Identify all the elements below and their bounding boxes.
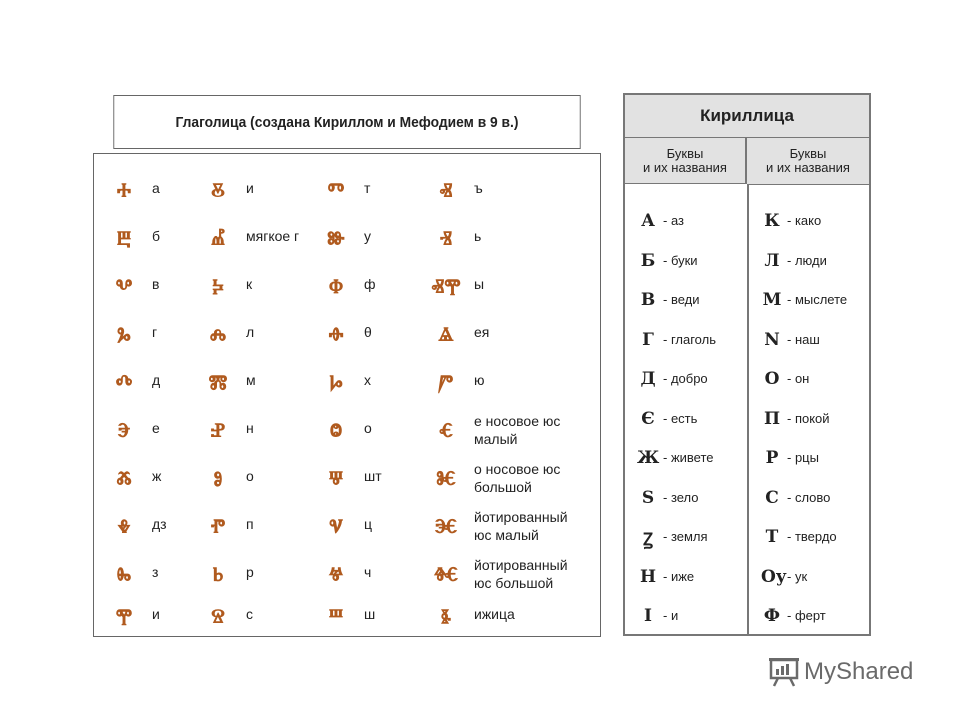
glagolitic-glyph: ⰻ (211, 178, 225, 208)
glagolitic-glyph: ⱌ (329, 514, 343, 544)
glagolitic-letter-name: з (152, 564, 159, 580)
glagolitic-letter-name: ея (474, 324, 490, 340)
glagolitic-row (314, 460, 439, 500)
glagolitic-letter-name: ш (364, 606, 376, 622)
subheader-line: и их названия (643, 159, 727, 175)
glagolitic-glyph: ⰶ (116, 466, 132, 496)
glagolitic-row (424, 316, 549, 356)
cyrillic-letter: О (764, 369, 780, 389)
cyrillic-letter: Л (764, 250, 780, 271)
watermark-text: MyShared (804, 658, 914, 685)
glagolitic-glyph: ⱇ (328, 274, 344, 304)
cyrillic-row (627, 205, 745, 241)
glagolitic-glyph: ⰽ (212, 274, 224, 304)
glagolitic-row (314, 598, 439, 638)
cyrillic-letter: Ꙁ (643, 530, 653, 550)
cyrillic-letter: М (762, 290, 782, 310)
glagolitic-letter-name: е (152, 420, 160, 436)
glagolitic-letter-name: шт (364, 468, 382, 484)
glagolitic-glyph: ⰹ (115, 604, 133, 634)
cyrillic-letter-name: - слово (787, 489, 831, 505)
glagolitic-glyph: ⱐ (439, 226, 453, 256)
glagolitic-letter-name: д (152, 372, 161, 388)
glagolitic-row (424, 412, 561, 452)
cyrillic-row (627, 561, 745, 597)
cyrillic-letter-name: - рцы (787, 450, 819, 465)
cyrillic-row (751, 245, 869, 281)
glagolitic-row (314, 412, 439, 452)
glagolitic-glyph: ⰰ (116, 178, 132, 208)
cyrillic-letter: Ѕ (641, 487, 655, 508)
glagolitic-glyph: ⱚ (328, 322, 344, 352)
glagolitic-letter-name: ю (474, 372, 485, 388)
cyrillic-letter: П (763, 408, 781, 429)
cyrillic-letter-name: - ук (787, 568, 808, 584)
cyrillic-letter-name: - он (787, 371, 810, 386)
glagolitic-row (314, 316, 439, 356)
cyrillic-row (751, 324, 869, 360)
glagolitic-glyph: ⱘ (436, 466, 456, 496)
cyrillic-row (627, 245, 745, 281)
glagolitic-letter-name: в (152, 276, 160, 292)
glagolitic-glyph: ⰱ (116, 226, 132, 256)
cyrillic-letter: N (764, 329, 780, 350)
glagolitic-row (314, 556, 439, 596)
glagolitic-row (424, 172, 549, 212)
cyrillic-letter-name: - иже (663, 568, 695, 584)
cyrillic-row (627, 284, 745, 320)
glagolitic-letter-name: р (246, 564, 254, 580)
glagolitic-row (314, 268, 439, 308)
glagolitic-title: Глаголица (создана Кириллом и Мефодием в 9 в.) (113, 95, 580, 149)
glagolitic-glyph: ⱗ (434, 514, 458, 544)
glagolitic-glyph: ⰴ (115, 370, 133, 400)
cyrillic-row (627, 442, 745, 478)
glagolitic-glyph: ⱛ (440, 604, 452, 634)
glagolitic-row (196, 364, 321, 404)
glagolitic-glyph: ⱉ (329, 418, 343, 448)
glagolitic-glyph: ⱅ (327, 178, 345, 208)
cyrillic-letter-name: - земля (663, 529, 708, 544)
cyrillic-letter-name: - зело (663, 489, 699, 505)
cyrillic-letter-name: - и (663, 608, 679, 623)
cyrillic-letter: Т (765, 527, 779, 547)
cyrillic-letter-name: - добро (663, 371, 708, 386)
cyrillic-letter-name: - люди (787, 252, 827, 268)
glagolitic-glyph: ⰲ (115, 274, 133, 304)
cyrillic-letter-name: - живете (663, 450, 714, 465)
glagolitic-glyph: ⱙ (433, 562, 459, 592)
glagolitic-row (196, 412, 321, 452)
cyrillic-row (627, 482, 745, 518)
glagolitic-letter-name: о носовое юс большой (474, 461, 561, 495)
glagolitic-letter-name: и (246, 180, 254, 196)
glagolitic-row (314, 364, 439, 404)
glagolitic-letter-name: ъ (474, 180, 483, 196)
cyrillic-letter: Н (639, 566, 657, 587)
cyrillic-subheader-right (747, 138, 869, 185)
cyrillic-letter: Б (640, 250, 656, 271)
cyrillic-letter: Ж (637, 448, 660, 468)
cyrillic-row (751, 442, 869, 478)
glagolitic-letter-name: θ (364, 324, 372, 340)
glagolitic-letter-name: ж (152, 468, 162, 484)
glagolitic-letter-name: мягкое г (246, 228, 300, 244)
cyrillic-letter-name: - како (787, 213, 822, 228)
glagolitic-row (196, 220, 321, 260)
glagolitic-row (424, 556, 568, 596)
glagolitic-glyph: ⱏ (439, 178, 453, 208)
glagolitic-letter-name: т (364, 180, 371, 196)
cyrillic-subheader-left (625, 138, 747, 184)
glagolitic-letter-name: дз (152, 516, 167, 532)
glagolitic-glyph: ⱃ (212, 562, 224, 592)
glagolitic-glyph: ⰾ (209, 322, 227, 352)
subheader-line: Буквы (666, 145, 704, 161)
cyrillic-row (751, 521, 869, 557)
glagolitic-glyph: ⱔ (439, 418, 453, 448)
glagolitic-glyph: ⱀ (210, 418, 226, 448)
cyrillic-row (627, 363, 745, 399)
cyrillic-letter: Д (640, 369, 656, 389)
cyrillic-letter: С (765, 487, 779, 508)
cyrillic-row (751, 403, 869, 439)
glagolitic-letter-name: е носовое юс малый (474, 413, 561, 447)
glagolitic-glyph: ⰼ (210, 226, 225, 256)
glagolitic-letter-name: ф (364, 276, 376, 292)
glagolitic-glyph: ⰷ (117, 514, 131, 544)
glagolitic-glyph: ⱓ (438, 370, 454, 400)
cyrillic-letter: А (641, 211, 655, 231)
glagolitic-letter-name: йотированный юс большой (474, 557, 568, 591)
cyrillic-row (627, 403, 745, 439)
cyrillic-letter: В (640, 290, 656, 310)
cyrillic-letter-name: - ферт (787, 608, 826, 623)
glagolitic-row (424, 508, 568, 548)
glagolitic-letter-name: с (246, 606, 253, 622)
glagolitic-letter-name: б (152, 228, 161, 244)
subheader-line: и их названия (766, 160, 850, 175)
glagolitic-glyph: ⱂ (210, 514, 226, 544)
cyrillic-title: Кириллица (625, 95, 869, 138)
glagolitic-letter-name: и (152, 606, 160, 622)
glagolitic-letter-name: ц (364, 516, 373, 532)
glagolitic-glyph: ⱎ (328, 604, 344, 634)
glagolitic-row (424, 460, 561, 500)
glagolitic-letter-name: ь (474, 228, 482, 244)
glagolitic-letter-name: а (152, 180, 160, 196)
glagolitic-letter-name: о (364, 420, 372, 436)
cyrillic-letter: І (644, 606, 652, 626)
glagolitic-letter-name: ы (474, 276, 485, 292)
glagolitic-letter-name: н (246, 420, 254, 436)
glagolitic-glyph: ⱈ (329, 370, 343, 400)
cyrillic-letter-name: - глаголь (663, 331, 716, 347)
glagolitic-row (196, 316, 321, 356)
cyrillic-letter: Ф (763, 606, 781, 626)
glagolitic-glyph: ⰿ (208, 370, 228, 400)
cyrillic-letter-name: - твердо (787, 529, 837, 544)
glagolitic-glyph: ⰸ (116, 562, 132, 592)
glagolitic-glyph: ⱄ (211, 604, 225, 634)
glagolitic-letter-name: ч (364, 564, 372, 580)
glagolitic-glyph: ⰵ (117, 418, 131, 448)
glagolitic-row (196, 268, 321, 308)
glagolitic-glyph: ⱋ (328, 466, 344, 496)
subheader-line: Буквы (789, 146, 827, 161)
glagolitic-row (424, 598, 549, 638)
glagolitic-glyph: ⱑ (438, 322, 454, 352)
cyrillic-row (751, 561, 869, 597)
glagolitic-letter-name: п (246, 516, 254, 532)
glagolitic-row (314, 172, 439, 212)
cyrillic-letter-name: - аз (663, 213, 684, 228)
glagolitic-row (196, 460, 321, 500)
glagolitic-glyph: ⰳ (117, 322, 131, 352)
cyrillic-letter: Г (642, 329, 654, 350)
cyrillic-letter-name: - буки (663, 252, 698, 268)
glagolitic-row (196, 556, 321, 596)
glagolitic-row (196, 598, 321, 638)
glagolitic-row (424, 364, 549, 404)
glagolitic-letter-name: м (246, 372, 256, 388)
glagolitic-letter-name: у (364, 228, 371, 244)
cyrillic-letter-name: - мыслете (787, 292, 848, 307)
cyrillic-row (627, 521, 745, 557)
cyrillic-row (751, 205, 869, 241)
glagolitic-letter-name: х (364, 372, 371, 388)
glagolitic-letter-name: л (246, 324, 255, 340)
cyrillic-letter-name: - покой (787, 410, 830, 426)
glagolitic-letter-name: ижица (474, 606, 515, 622)
cyrillic-row (627, 324, 745, 360)
glagolitic-row (314, 508, 439, 548)
glagolitic-glyph: ⱆ (327, 226, 345, 256)
glagolitic-glyph: ⱍ (328, 562, 344, 592)
cyrillic-row (751, 600, 869, 636)
cyrillic-row (751, 284, 869, 320)
glagolitic-table (93, 153, 601, 637)
cyrillic-letter: Р (765, 448, 779, 468)
glagolitic-row (196, 508, 321, 548)
glagolitic-letter-name: о (246, 468, 254, 484)
cyrillic-letter: Є (641, 408, 655, 429)
glagolitic-letter-name: йотированный юс малый (474, 509, 568, 543)
glagolitic-row (314, 220, 439, 260)
column-divider (747, 184, 749, 634)
myshared-logo[interactable] (768, 652, 928, 692)
cyrillic-row (751, 363, 869, 399)
cyrillic-row (751, 482, 869, 518)
glagolitic-row (424, 220, 549, 260)
cyrillic-table (623, 93, 871, 636)
presentation-board-icon (768, 656, 802, 688)
cyrillic-letter-name: - веди (663, 292, 700, 307)
cyrillic-letter-name: - наш (787, 331, 820, 347)
glagolitic-letter-name: г (152, 324, 158, 340)
cyrillic-letter: Оу (761, 566, 787, 587)
cyrillic-row (627, 600, 745, 636)
glagolitic-letter-name: к (246, 276, 253, 292)
cyrillic-letter-name: - есть (663, 410, 698, 426)
cyrillic-letter: К (764, 211, 780, 231)
glagolitic-glyph: ⱏⰹ (431, 274, 461, 304)
glagolitic-row (196, 172, 321, 212)
glagolitic-row (424, 268, 549, 308)
glagolitic-glyph: ⱁ (213, 466, 223, 496)
